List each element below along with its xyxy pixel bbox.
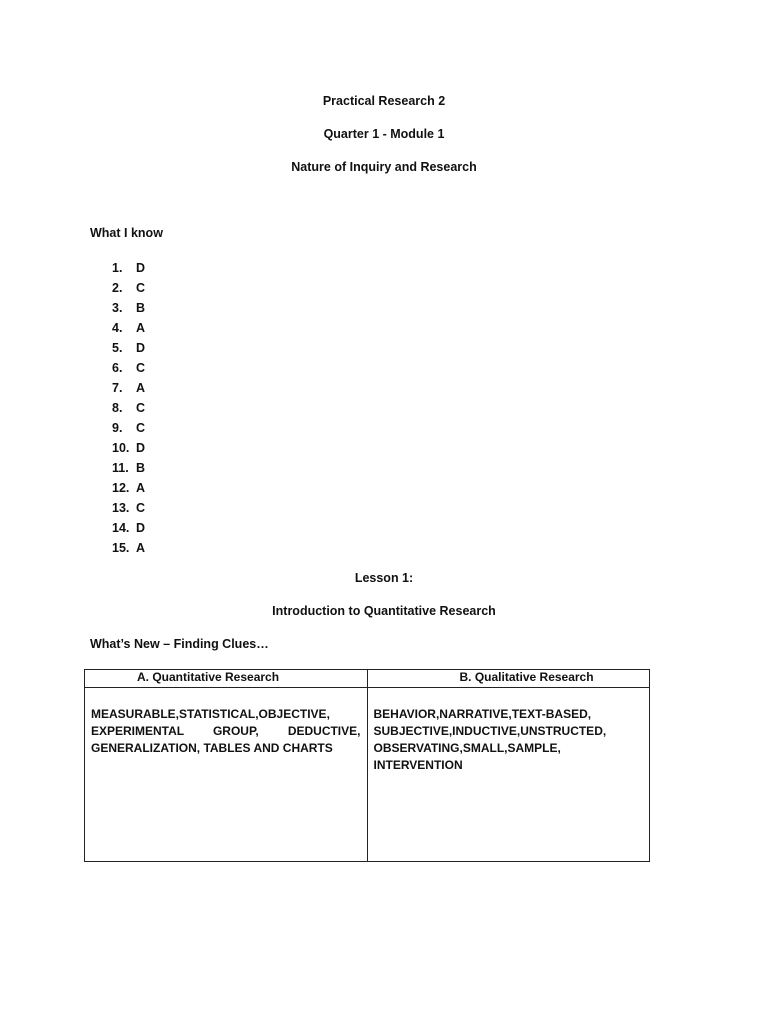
list-item: [112, 518, 145, 538]
answer-number: 7.: [112, 381, 123, 395]
quantitative-clues: MEASURABLE,STATISTICAL,OBJECTIVE, EXPERIMENTAL GROUP, DEDUCTIVE, GENERALIZATION, TABLES AND CHARTS: [85, 688, 368, 862]
answer-number: 5.: [112, 341, 123, 355]
list-item: [112, 438, 145, 458]
answer-number: 12.: [112, 481, 130, 495]
answer-number: 11.: [112, 461, 129, 475]
list-item: [112, 278, 145, 298]
answer-number: 13.: [112, 501, 130, 515]
list-item: [112, 538, 145, 558]
list-item: [112, 398, 145, 418]
answer-number: 4.: [112, 321, 123, 335]
list-item: [112, 418, 145, 438]
answer-number: 14.: [112, 521, 130, 535]
list-item: [112, 458, 145, 478]
list-item: [112, 358, 145, 378]
what-i-know-heading: What I know: [90, 226, 163, 240]
answer-letter: D: [136, 441, 146, 455]
answer-letter: D: [136, 341, 146, 355]
answer-number: 1.: [112, 261, 123, 275]
answer-list: [112, 258, 145, 558]
qualitative-header: B. Qualitative Research: [367, 670, 650, 688]
doc-subtitle: Nature of Inquiry and Research: [291, 160, 477, 174]
answer-number: 3.: [112, 301, 123, 315]
answer-number: 10.: [112, 441, 130, 455]
list-item: [112, 378, 145, 398]
doc-quarter-module: Quarter 1 - Module 1: [323, 127, 445, 141]
answer-letter: C: [136, 401, 146, 415]
doc-title: Practical Research 2: [322, 94, 446, 108]
qualitative-clues: BEHAVIOR,NARRATIVE,TEXT-BASED, SUBJECTIVE,INDUCTIVE,UNSTRUCTED, OBSERVATING,SMALL,SAMPLE, INTERVENTION: [367, 688, 650, 862]
answer-number: 2.: [112, 281, 123, 295]
answer-letter: D: [136, 521, 146, 535]
lesson-number: Lesson 1:: [354, 571, 414, 585]
list-item: [112, 478, 145, 498]
answer-letter: B: [136, 461, 146, 475]
answer-letter: D: [136, 261, 146, 275]
answer-letter: C: [136, 421, 146, 435]
clues-table: [84, 669, 650, 862]
answer-letter: A: [136, 381, 146, 395]
clues-table-header-row: [85, 670, 650, 688]
list-item: [112, 338, 145, 358]
list-item: [112, 498, 145, 518]
answer-number: 9.: [112, 421, 123, 435]
answer-letter: A: [136, 321, 146, 335]
answer-letter: A: [136, 541, 146, 555]
answer-letter: C: [136, 361, 146, 375]
lesson-title: Introduction to Quantitative Research: [272, 604, 496, 618]
answer-letter: B: [136, 301, 146, 315]
list-item: [112, 298, 145, 318]
answer-letter: C: [136, 501, 146, 515]
quantitative-header: A. Quantitative Research: [85, 670, 368, 688]
list-item: [112, 258, 145, 278]
answer-number: 6.: [112, 361, 123, 375]
list-item: [112, 318, 145, 338]
answer-letter: A: [136, 481, 146, 495]
clues-table-body-row: [85, 688, 650, 862]
answer-number: 8.: [112, 401, 123, 415]
answer-number: 15.: [112, 541, 130, 555]
answer-letter: C: [136, 281, 146, 295]
whats-new-heading: What’s New – Finding Clues…: [90, 637, 269, 651]
